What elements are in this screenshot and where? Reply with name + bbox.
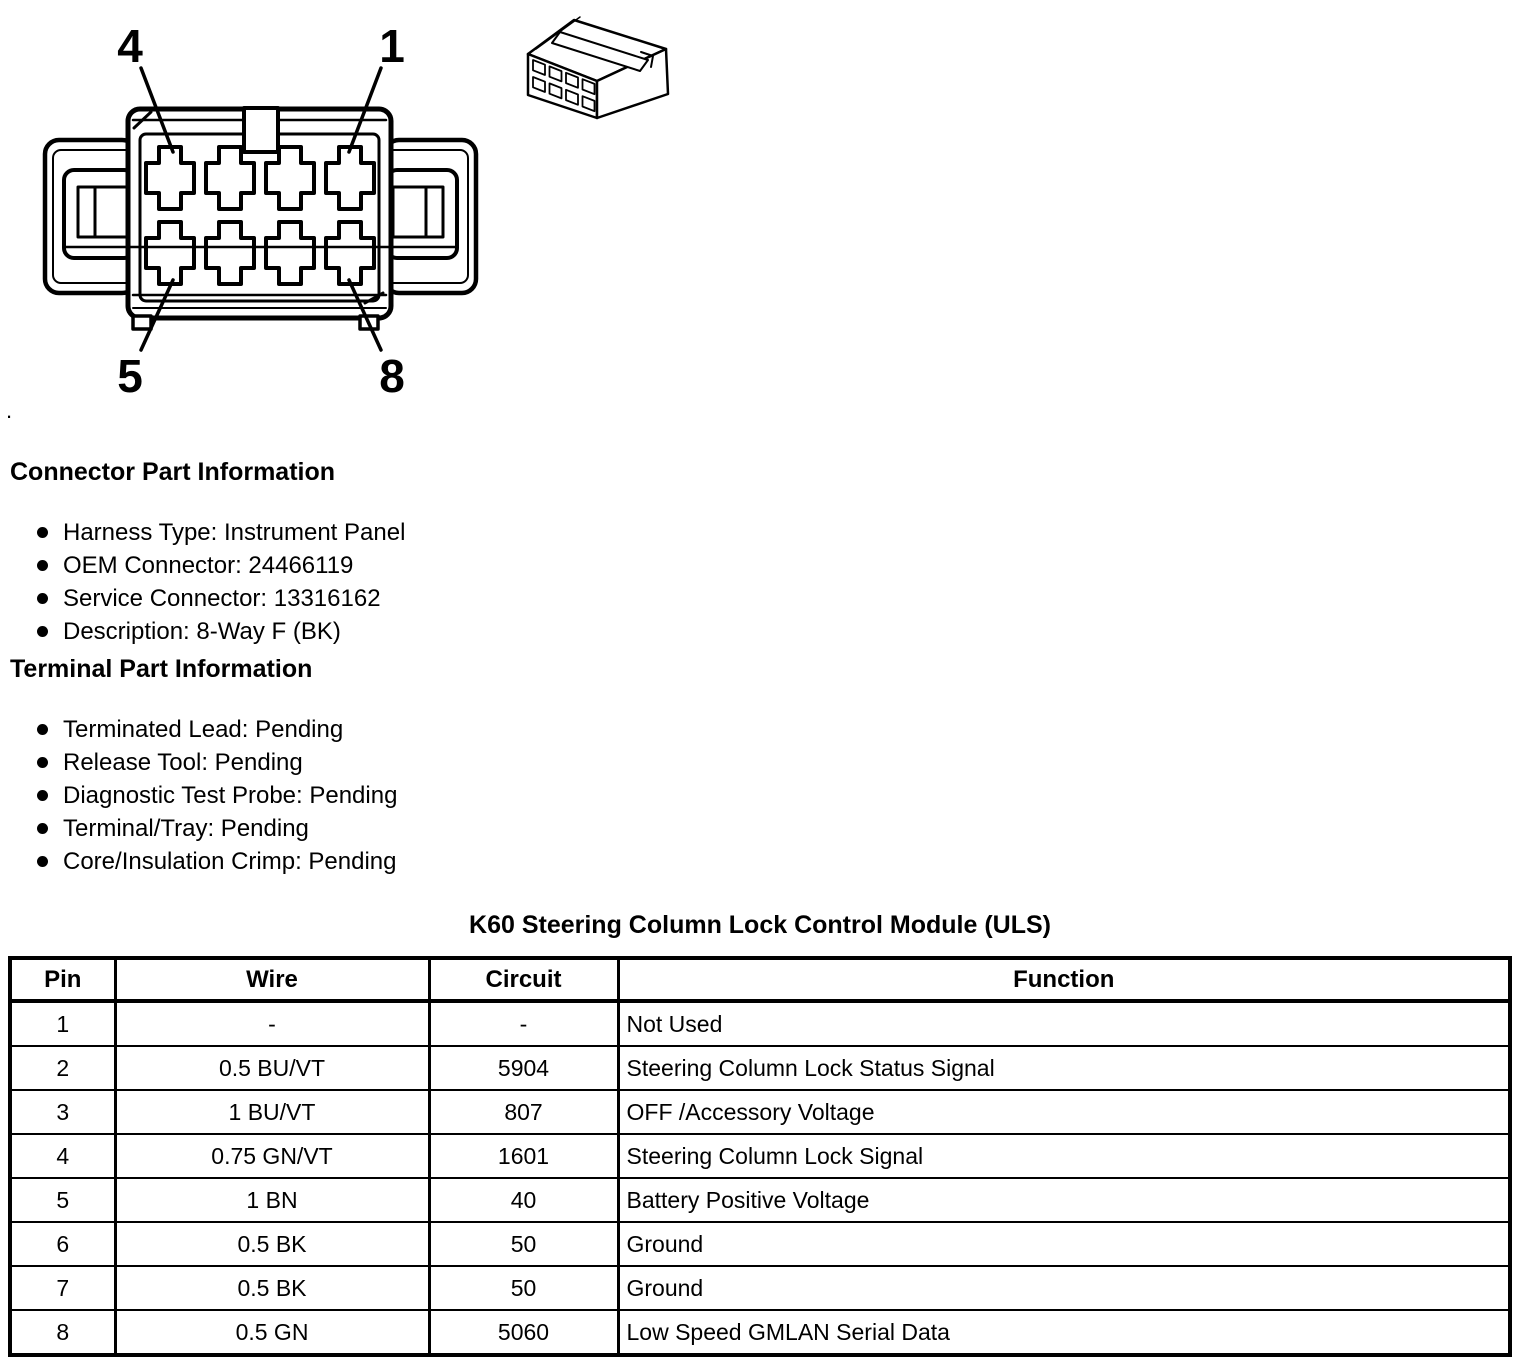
right-wing: [385, 140, 476, 293]
function-cell: OFF /Accessory Voltage: [618, 1090, 1510, 1134]
wire-cell: 0.75 GN/VT: [115, 1134, 429, 1178]
table-row: [10, 1046, 1510, 1090]
connector-info-list: [10, 516, 405, 648]
function-cell: Ground: [618, 1266, 1510, 1310]
circuit-cell: 50: [429, 1222, 618, 1266]
pinout-table-wrap: [8, 956, 1512, 1357]
list-item: [10, 582, 405, 615]
wire-cell: 1 BN: [115, 1178, 429, 1222]
pin-cell: 1: [10, 1001, 115, 1046]
wire-cell: 0.5 BU/VT: [115, 1046, 429, 1090]
list-item: [10, 549, 405, 582]
circuit-cell: 5060: [429, 1310, 618, 1355]
key-notch: [244, 108, 278, 152]
bullet-icon: [37, 790, 48, 801]
list-item: [10, 746, 397, 779]
bullet-icon: [37, 626, 48, 637]
function-cell: Steering Column Lock Signal: [618, 1134, 1510, 1178]
pin-column-header: Pin: [10, 958, 115, 1001]
terminal-info-list: [10, 713, 397, 878]
connector-info-heading: Connector Part Information: [10, 458, 336, 486]
circuit-cell: 50: [429, 1266, 618, 1310]
list-item: [10, 845, 397, 878]
list-item-text: Release Tool: Pending: [63, 748, 303, 776]
list-item-text: Service Connector: 13316162: [63, 584, 381, 612]
pin-label-1: 1: [379, 20, 405, 72]
function-cell: Low Speed GMLAN Serial Data: [618, 1310, 1510, 1355]
list-item-text: OEM Connector: 24466119: [63, 551, 354, 579]
circuit-column-header: Circuit: [429, 958, 618, 1001]
pinout-table-title: K60 Steering Column Lock Control Module (ULS): [469, 911, 1051, 939]
list-item-text: Terminated Lead: Pending: [63, 715, 344, 743]
list-item: [10, 713, 397, 746]
wire-cell: 0.5 BK: [115, 1222, 429, 1266]
connector-diagram: [0, 0, 760, 423]
pin-label-8: 8: [379, 350, 405, 402]
function-column-header: Function: [618, 958, 1510, 1001]
bullet-icon: [37, 724, 48, 735]
function-cell: Ground: [618, 1222, 1510, 1266]
wire-cell: -: [115, 1001, 429, 1046]
wire-cell: 0.5 BK: [115, 1266, 429, 1310]
wire-column-header: Wire: [115, 958, 429, 1001]
pin-cell: 5: [10, 1178, 115, 1222]
list-item-text: Harness Type: Instrument Panel: [63, 518, 406, 546]
circuit-cell: 5904: [429, 1046, 618, 1090]
pin-cell: 8: [10, 1310, 115, 1355]
pin-cell: 7: [10, 1266, 115, 1310]
pin-label-4: 4: [117, 20, 143, 72]
list-item: [10, 812, 397, 845]
connector-3d-view: [528, 17, 668, 118]
bullet-icon: [37, 757, 48, 768]
circuit-cell: 40: [429, 1178, 618, 1222]
bullet-icon: [37, 823, 48, 834]
table-row: [10, 1310, 1510, 1355]
circuit-cell: -: [429, 1001, 618, 1046]
table-row: [10, 1222, 1510, 1266]
bullet-icon: [37, 593, 48, 604]
wire-cell: 1 BU/VT: [115, 1090, 429, 1134]
terminal-info-heading: Terminal Part Information: [10, 655, 313, 683]
pinout-table-body: [10, 1001, 1510, 1355]
function-cell: Not Used: [618, 1001, 1510, 1046]
wire-cell: 0.5 GN: [115, 1310, 429, 1355]
function-cell: Battery Positive Voltage: [618, 1178, 1510, 1222]
connector-part-information-section: [10, 459, 405, 648]
bullet-icon: [37, 856, 48, 867]
pin-cell: 2: [10, 1046, 115, 1090]
pin-cell: 3: [10, 1090, 115, 1134]
list-item: [10, 516, 405, 549]
table-row: [10, 1001, 1510, 1046]
list-item: [10, 615, 405, 648]
left-wing: [45, 140, 136, 293]
pin-cell: 4: [10, 1134, 115, 1178]
table-row: [10, 1266, 1510, 1310]
table-row: [10, 1090, 1510, 1134]
pin-cell: 6: [10, 1222, 115, 1266]
pinout-table: [8, 956, 1512, 1357]
bullet-icon: [37, 527, 48, 538]
list-item-text: Terminal/Tray: Pending: [63, 814, 309, 842]
list-item-text: Diagnostic Test Probe: Pending: [63, 781, 398, 809]
list-item-text: Description: 8-Way F (BK): [63, 617, 341, 645]
bullet-icon: [37, 560, 48, 571]
terminal-part-information-section: [10, 656, 397, 878]
table-row: [10, 1178, 1510, 1222]
list-item-text: Core/Insulation Crimp: Pending: [63, 847, 397, 875]
function-cell: Steering Column Lock Status Signal: [618, 1046, 1510, 1090]
table-row: [10, 1134, 1510, 1178]
pin-label-5: 5: [117, 350, 143, 402]
connector-front-view: [45, 20, 476, 402]
list-item: [10, 779, 397, 812]
table-header-row: [10, 958, 1510, 1001]
circuit-cell: 1601: [429, 1134, 618, 1178]
stray-dot: .: [6, 398, 13, 423]
circuit-cell: 807: [429, 1090, 618, 1134]
